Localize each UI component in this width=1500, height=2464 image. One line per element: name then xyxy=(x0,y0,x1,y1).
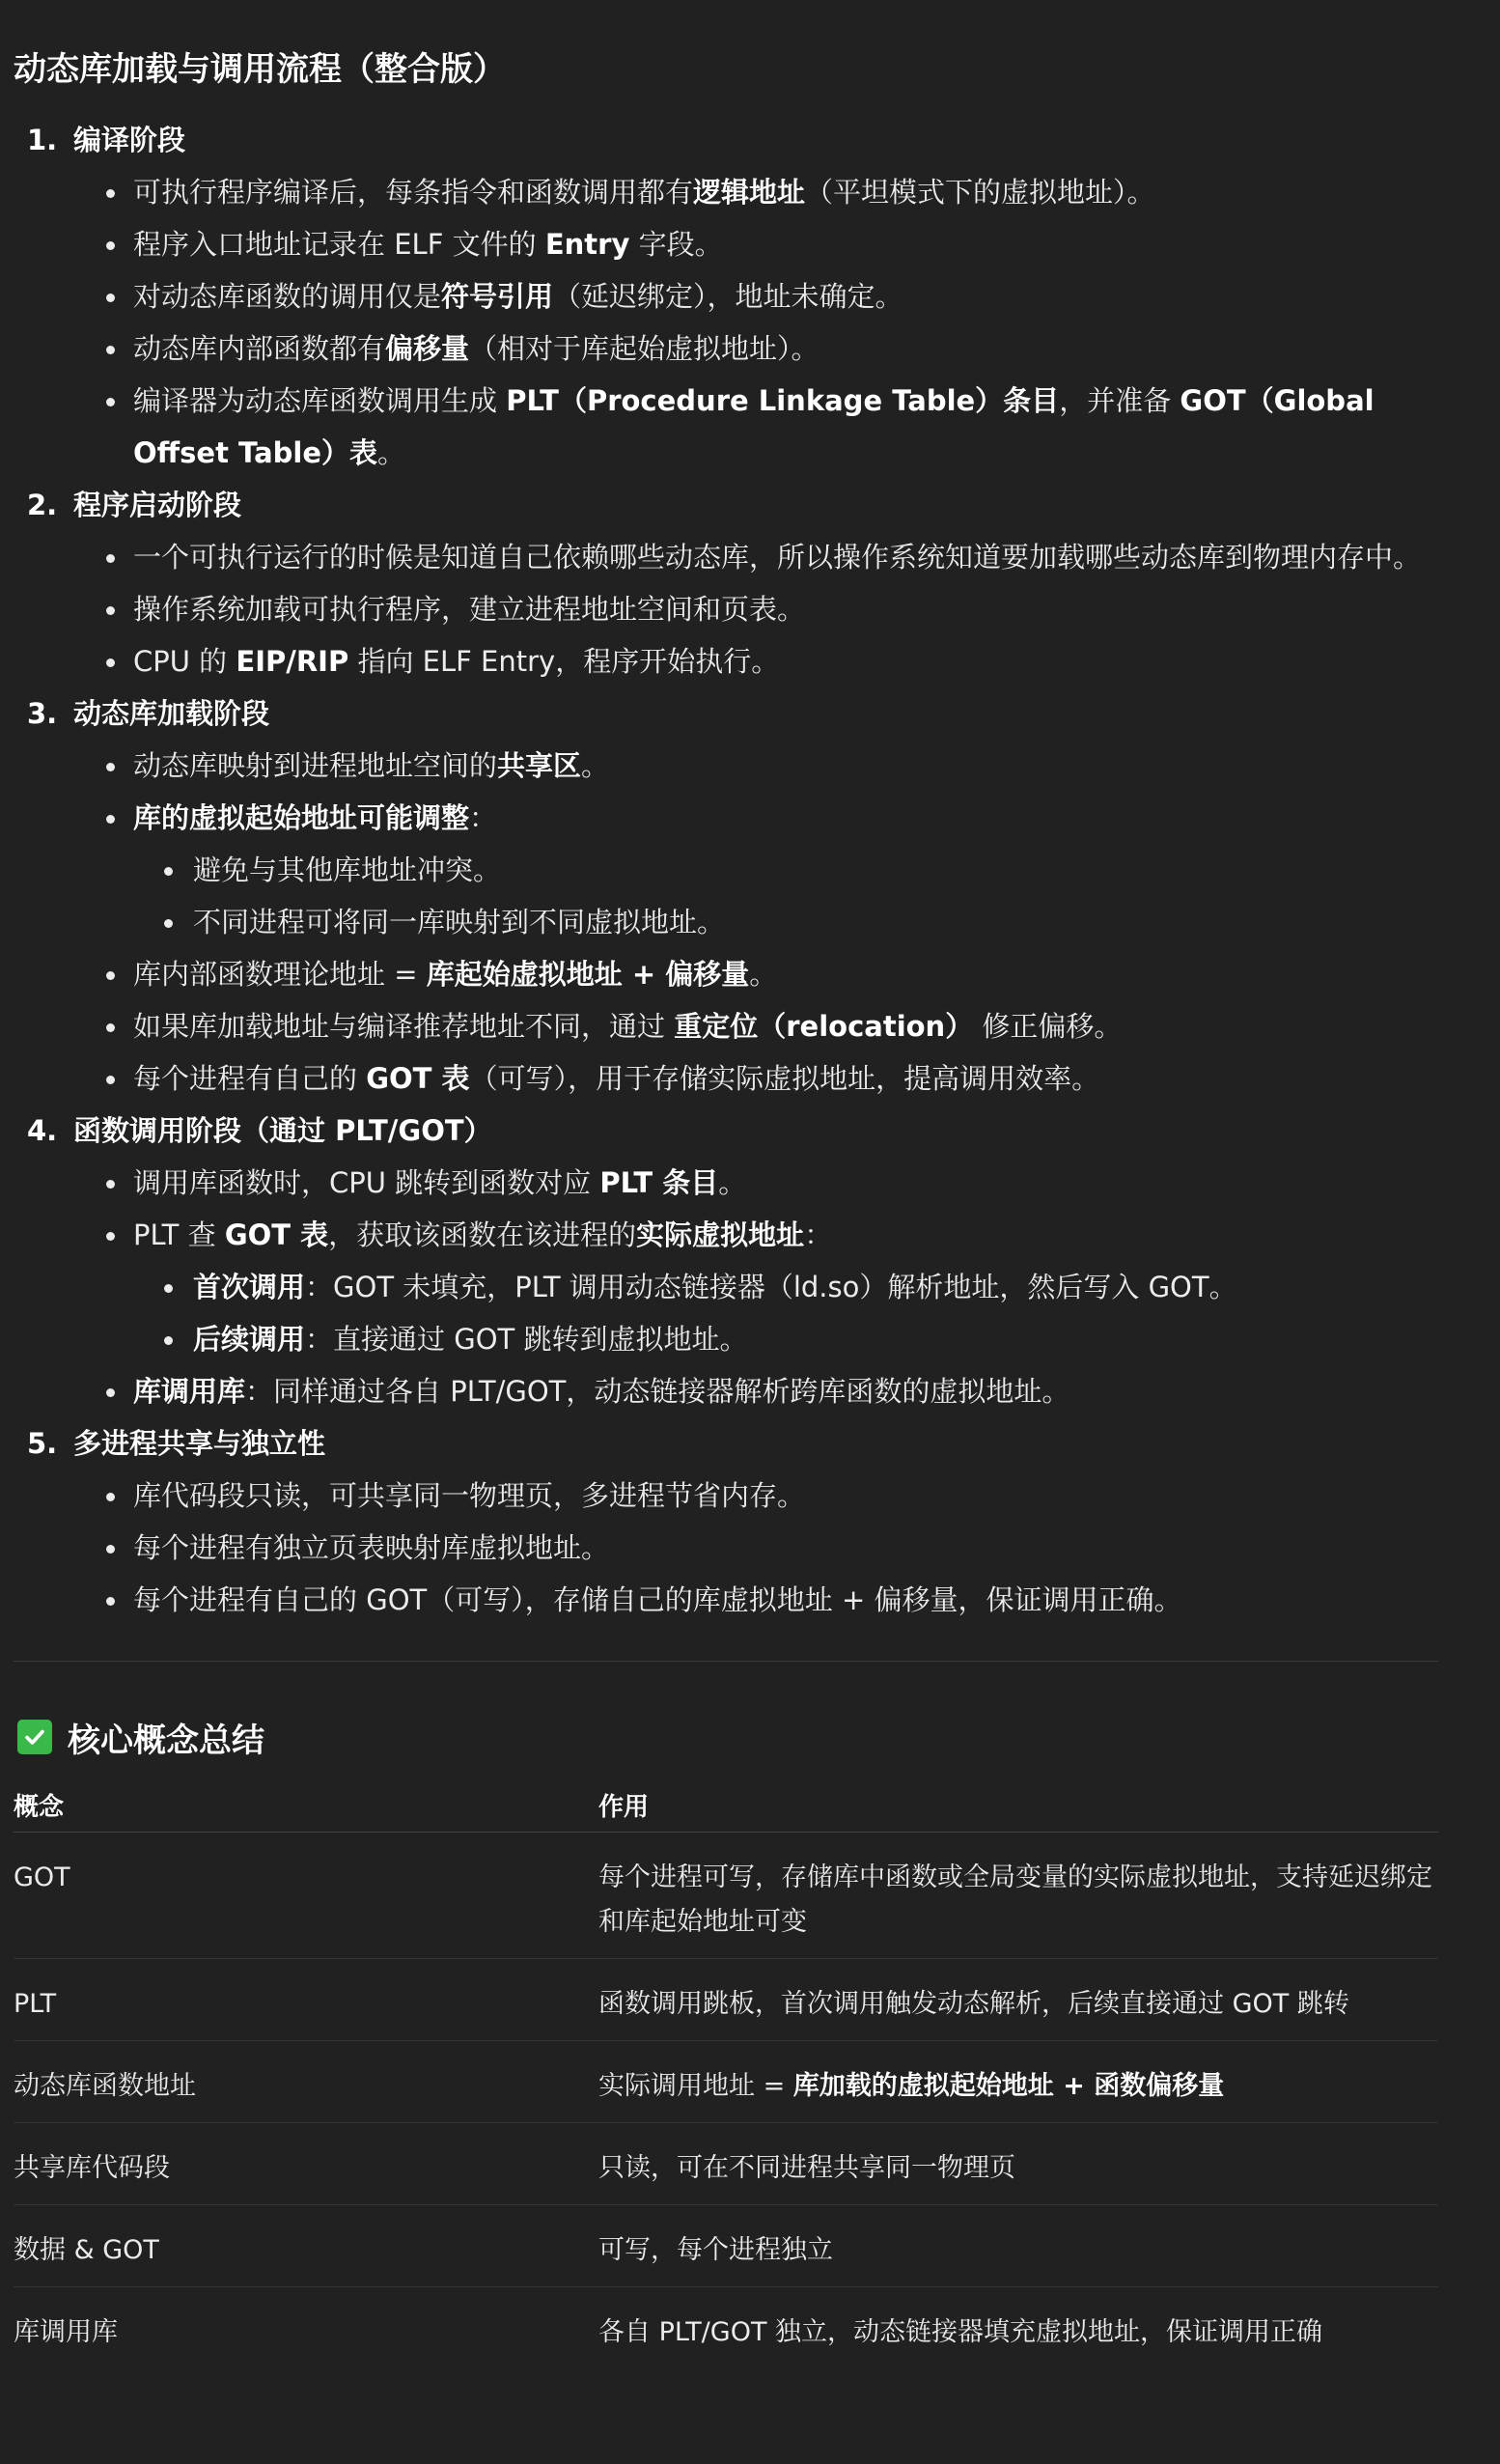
list-item xyxy=(14,635,1438,687)
section-heading xyxy=(14,1105,1438,1157)
bold-text: GOT（Global Offset Table）表 xyxy=(133,384,1375,469)
text-run: 指向 ELF Entry，程序开始执行。 xyxy=(348,645,780,678)
bold-text: 共享区 xyxy=(497,749,582,782)
concept-table xyxy=(14,1778,1438,2368)
bullet-list xyxy=(14,531,1438,687)
section-number: 2. xyxy=(27,489,58,521)
bold-text: EIP/RIP xyxy=(236,645,349,678)
section-number: 1. xyxy=(27,124,58,156)
text-run: 可执行程序编译后，每条指令和函数调用都有 xyxy=(133,176,694,209)
table-row xyxy=(14,1959,1438,2041)
text-run: 调用库函数时，CPU 跳转到函数对应 xyxy=(133,1166,600,1199)
text-run: 每个进程有自己的 GOT（可写），存储自己的库虚拟地址 + 偏移量，保证调用正确。 xyxy=(133,1583,1182,1616)
role-cell xyxy=(598,2205,1438,2287)
text-run: 对动态库函数的调用仅是 xyxy=(133,280,442,313)
text-run: ：GOT 未填充，PLT 调用动态链接器（ld.so）解析地址，然后写入 GOT。 xyxy=(305,1271,1237,1303)
text-run: 实际调用地址 = xyxy=(598,2071,793,2101)
list-item xyxy=(14,375,1438,479)
section-heading-text: 多进程共享与独立性 xyxy=(73,1427,326,1460)
concept-cell: GOT xyxy=(14,1833,598,1959)
bold-text: PLT（Procedure Linkage Table）条目 xyxy=(506,384,1060,417)
bold-text: 库起始虚拟地址 + 偏移量 xyxy=(426,958,750,991)
section-heading-text: 动态库加载阶段 xyxy=(73,697,270,730)
table-body xyxy=(14,1833,1438,2369)
section-heading xyxy=(14,479,1438,531)
text-run: ： xyxy=(804,1218,833,1251)
table-row xyxy=(14,2041,1438,2123)
horizontal-divider xyxy=(14,1661,1438,1662)
sub-bullet-list xyxy=(133,1261,1438,1365)
role-cell xyxy=(598,2287,1438,2369)
section-4 xyxy=(14,1105,1438,1417)
bold-text: 偏移量 xyxy=(385,332,470,365)
summary-heading xyxy=(14,1710,1438,1764)
text-run: 修正偏移。 xyxy=(973,1010,1123,1043)
bold-text: 首次调用 xyxy=(193,1271,306,1303)
sub-list-item xyxy=(133,1261,1438,1313)
list-item xyxy=(14,1574,1438,1626)
list-item xyxy=(14,1157,1438,1209)
section-heading-text: 编译阶段 xyxy=(73,124,186,156)
list-item xyxy=(14,1209,1438,1365)
bold-text: 逻辑地址 xyxy=(693,176,806,209)
section-2 xyxy=(14,479,1438,687)
text-run: 只读，可在不同进程共享同一物理页 xyxy=(598,2153,1015,2183)
text-run: 程序入口地址记录在 ELF 文件的 xyxy=(133,228,545,261)
bullet-list xyxy=(14,1470,1438,1626)
concept-cell: PLT xyxy=(14,1959,598,2041)
list-item xyxy=(14,792,1438,948)
list-item xyxy=(14,1522,1438,1574)
list-item xyxy=(14,166,1438,218)
text-run: 一个可执行运行的时候是知道自己依赖哪些动态库，所以操作系统知道要加载哪些动态库到物理内存中。 xyxy=(133,541,1422,574)
text-run: 字段。 xyxy=(629,228,723,261)
text-run: 编译器为动态库函数调用生成 xyxy=(133,384,507,417)
table-header-row xyxy=(14,1778,1438,1833)
text-run: 。 xyxy=(581,749,610,782)
text-run: PLT 查 xyxy=(133,1218,225,1251)
column-header-role: 作用 xyxy=(598,1778,1438,1833)
list-item xyxy=(14,1052,1438,1105)
bold-text: GOT 表 xyxy=(224,1218,329,1251)
table-row xyxy=(14,2205,1438,2287)
bold-text: 库加载的虚拟起始地址 + 函数偏移量 xyxy=(792,2071,1225,2101)
text-run: ：直接通过 GOT 跳转到虚拟地址。 xyxy=(305,1323,748,1356)
list-item xyxy=(14,270,1438,322)
text-run: 库内部函数理论地址 = xyxy=(133,958,427,991)
section-heading xyxy=(14,687,1438,740)
sub-list-item xyxy=(133,1313,1438,1365)
text-run: 可写，每个进程独立 xyxy=(598,2235,833,2265)
list-item xyxy=(14,1470,1438,1522)
bullet-list xyxy=(14,166,1438,479)
text-run: 避免与其他库地址冲突。 xyxy=(193,854,502,886)
bullet-list xyxy=(14,740,1438,1105)
text-run: ： xyxy=(469,801,498,834)
text-run: 动态库映射到进程地址空间的 xyxy=(133,749,498,782)
section-heading xyxy=(14,114,1438,166)
text-run: 。 xyxy=(749,958,778,991)
text-run: 。 xyxy=(718,1166,747,1199)
list-item xyxy=(14,1000,1438,1052)
text-run: 每个进程有独立页表映射库虚拟地址。 xyxy=(133,1531,610,1564)
section-3 xyxy=(14,687,1438,1105)
table-row xyxy=(14,2123,1438,2205)
text-run: 函数调用跳板，首次调用触发动态解析，后续直接通过 GOT 跳转 xyxy=(598,1989,1349,2019)
text-run: CPU 的 xyxy=(133,645,236,678)
bold-text: Entry xyxy=(544,228,630,261)
summary-title: 核心概念总结 xyxy=(68,1721,264,1760)
section-number: 5. xyxy=(27,1427,58,1460)
section-heading-text: 函数调用阶段（通过 PLT/GOT） xyxy=(73,1114,492,1147)
section-list xyxy=(14,114,1438,1626)
document-content xyxy=(14,39,1438,2368)
list-item xyxy=(14,531,1438,583)
text-run: 库代码段只读，可共享同一物理页，多进程节省内存。 xyxy=(133,1479,806,1512)
role-cell xyxy=(598,2041,1438,2123)
bold-text: 后续调用 xyxy=(193,1323,306,1356)
concept-cell: 共享库代码段 xyxy=(14,2123,598,2205)
sub-bullet-list xyxy=(133,844,1438,948)
bullet-list xyxy=(14,1157,1438,1417)
text-run: 各自 PLT/GOT 独立，动态链接器填充虚拟地址，保证调用正确 xyxy=(598,2317,1323,2347)
bold-text: 符号引用 xyxy=(441,280,554,313)
sub-list-item xyxy=(133,896,1438,948)
text-run: 。 xyxy=(377,436,406,469)
bold-text: 库的虚拟起始地址可能调整 xyxy=(133,801,470,834)
text-run: 每个进程有自己的 xyxy=(133,1062,367,1095)
section-1 xyxy=(14,114,1438,479)
concept-cell: 数据 & GOT xyxy=(14,2205,598,2287)
list-item xyxy=(14,948,1438,1000)
table-row xyxy=(14,1833,1438,1959)
bold-text: 库调用库 xyxy=(133,1375,246,1408)
role-cell xyxy=(598,1959,1438,2041)
check-mark-icon xyxy=(17,1720,52,1754)
list-item xyxy=(14,583,1438,635)
concept-cell: 库调用库 xyxy=(14,2317,118,2347)
section-number: 3. xyxy=(27,697,58,730)
text-run: 操作系统加载可执行程序，建立进程地址空间和页表。 xyxy=(133,593,806,626)
text-run: 如果库加载地址与编译推荐地址不同，通过 xyxy=(133,1010,675,1043)
section-heading-text: 程序启动阶段 xyxy=(73,489,242,521)
role-cell xyxy=(598,2123,1438,2205)
text-run: ：同样通过各自 PLT/GOT，动态链接器解析跨库函数的虚拟地址。 xyxy=(245,1375,1070,1408)
text-run: （相对于库起始虚拟地址）。 xyxy=(469,332,819,365)
sub-list-item xyxy=(133,844,1438,896)
document-title: 动态库加载与调用流程（整合版） xyxy=(14,50,506,89)
column-header-concept: 概念 xyxy=(14,1778,598,1833)
bold-text: 实际虚拟地址 xyxy=(636,1218,805,1251)
text-run: 不同进程可将同一库映射到不同虚拟地址。 xyxy=(193,906,726,938)
text-run: （可写），用于存储实际虚拟地址，提高调用效率。 xyxy=(469,1062,1100,1095)
list-item xyxy=(14,322,1438,375)
bold-text: 重定位（relocation） xyxy=(674,1010,974,1043)
text-run: （延迟绑定），地址未确定。 xyxy=(553,280,903,313)
table-row xyxy=(14,2287,1438,2369)
text-run: 每个进程可写，存储库中函数或全局变量的实际虚拟地址，支持延迟绑定和库起始地址可变 xyxy=(598,1862,1432,1937)
role-cell xyxy=(598,1833,1438,1959)
concept-cell: 动态库函数地址 xyxy=(14,2041,598,2123)
section-5 xyxy=(14,1417,1438,1626)
list-item xyxy=(14,740,1438,792)
list-item xyxy=(14,218,1438,270)
text-run: ，获取该函数在该进程的 xyxy=(328,1218,637,1251)
bold-text: GOT 表 xyxy=(366,1062,470,1095)
list-item xyxy=(14,1365,1438,1417)
text-run: 动态库内部函数都有 xyxy=(133,332,386,365)
bold-text: PLT 条目 xyxy=(599,1166,719,1199)
text-run: ，并准备 xyxy=(1059,384,1181,417)
section-heading xyxy=(14,1417,1438,1470)
text-run: （平坦模式下的虚拟地址）。 xyxy=(805,176,1155,209)
section-number: 4. xyxy=(27,1114,58,1147)
